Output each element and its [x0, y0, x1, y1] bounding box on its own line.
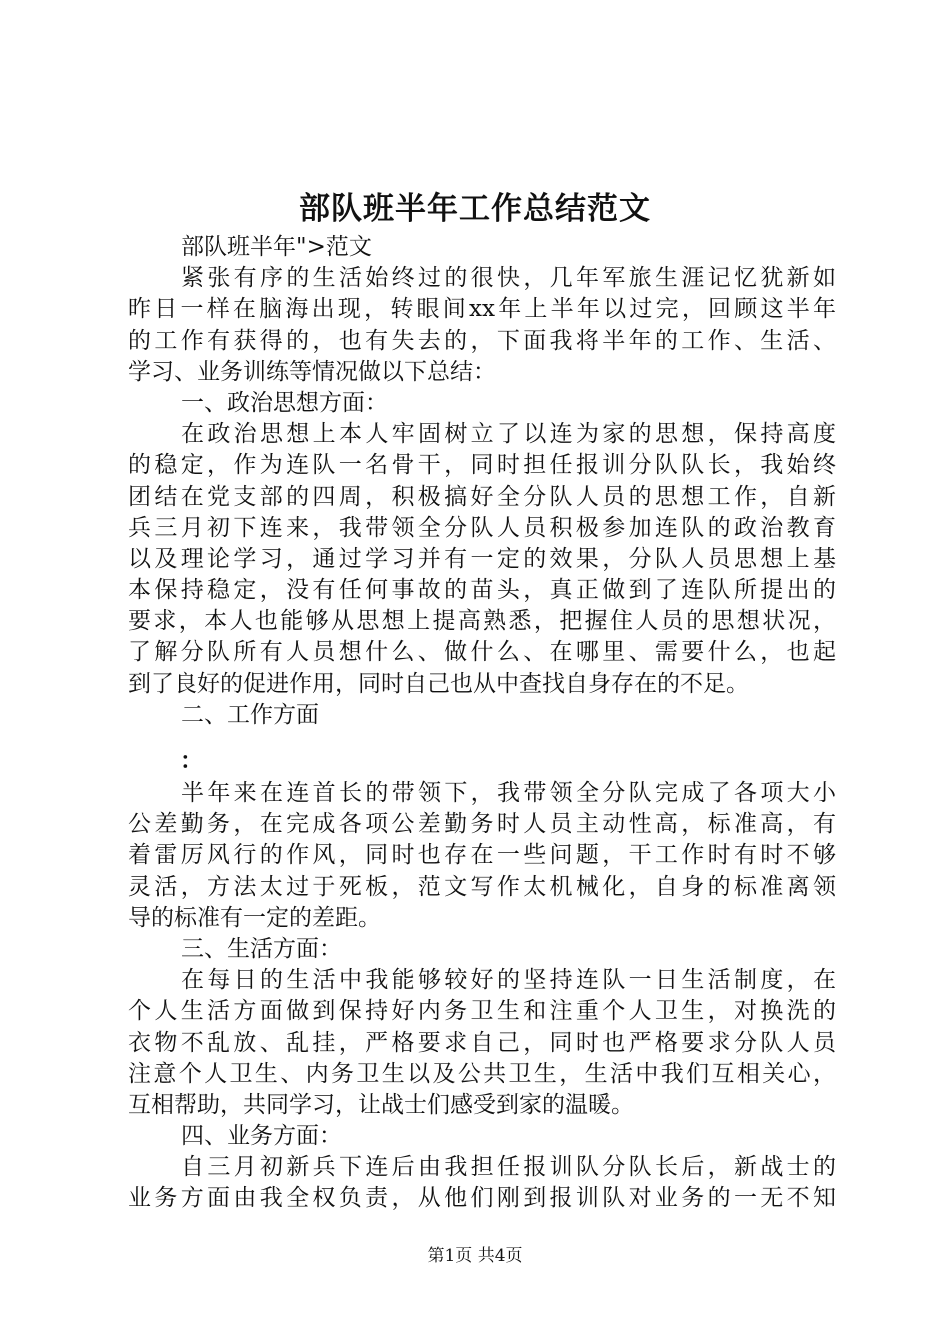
body-line: 公差勤务，在完成各项公差勤务时人员主动性高，标准高，有 [128, 811, 836, 838]
body-line: 团结在党支部的四周，积极搞好全分队人员的思想工作，自新 [128, 483, 836, 510]
body-line: 学习、业务训练等情况做以下总结： [128, 358, 496, 385]
body-line: 了解分队所有人员想什么、做什么、在哪里、需要什么，也起 [128, 639, 836, 666]
body-line: 本保持稳定，没有任何事故的苗头，真正做到了连队所提出的 [128, 577, 836, 604]
body-line: 到了良好的促进作用，同时自己也从中查找自身存在的不足。 [128, 670, 749, 697]
body-line: 导的标准有一定的差距。 [128, 904, 381, 931]
stray-colon: ： [180, 747, 203, 774]
document-body [128, 232, 836, 1215]
body-line: 个人生活方面做到保持好内务卫生和注重个人卫生，对换洗的 [128, 998, 836, 1025]
section-heading: 四、业务方面： [181, 1123, 342, 1150]
body-line: 的稳定，作为连队一名骨干，同时担任报训分队队长，我始终 [128, 452, 836, 479]
body-line: 昨日一样在脑海出现，转眼间xx年上半年以过完，回顾这半年 [128, 296, 836, 323]
body-line: 注意个人卫生、内务卫生以及公共卫生，生活中我们互相关心， [128, 1060, 836, 1087]
section-heading: 二、工作方面 [181, 701, 319, 728]
body-line: 在每日的生活中我能够较好的坚持连队一日生活制度，在 [181, 967, 836, 994]
body-line: 兵三月初下连来，我带领全分队人员积极参加连队的政治教育 [128, 514, 836, 541]
body-line: 半年来在连首长的带领下，我带领全分队完成了各项大小 [181, 780, 836, 806]
body-line: 着雷厉风行的作风，同时也存在一些问题，干工作时有时不够 [128, 842, 836, 869]
section-heading: 三、生活方面： [181, 935, 342, 962]
body-line: 紧张有序的生活始终过的很快，几年军旅生涯记忆犹新如 [181, 265, 836, 292]
body-line: 灵活，方法太过于死板，范文写作太机械化，自身的标准离领 [128, 873, 836, 900]
page-number-footer: 第1页 共4页 [427, 1246, 523, 1266]
body-line: 要求，本人也能够从思想上提高熟悉，把握住人员的思想状况， [128, 608, 836, 635]
body-line: 部队班半年">范文 [181, 234, 372, 260]
body-line: 自三月初新兵下连后由我担任报训队分队长后，新战士的 [181, 1154, 836, 1181]
body-line: 互相帮助，共同学习，让战士们感受到家的温暖。 [128, 1091, 634, 1118]
body-line: 在政治思想上本人牢固树立了以连为家的思想，保持高度 [181, 421, 836, 448]
document-title: 部队班半年工作总结范文 [299, 191, 651, 227]
section-heading: 一、政治思想方面： [181, 389, 388, 416]
body-line: 衣物不乱放、乱挂，严格要求自己，同时也严格要求分队人员 [128, 1029, 836, 1056]
body-line: 以及理论学习，通过学习并有一定的效果，分队人员思想上基 [128, 545, 836, 572]
body-line: 业务方面由我全权负责，从他们刚到报训队对业务的一无不知 [128, 1185, 836, 1212]
body-line: 的工作有获得的，也有失去的，下面我将半年的工作、生活、 [128, 327, 836, 354]
